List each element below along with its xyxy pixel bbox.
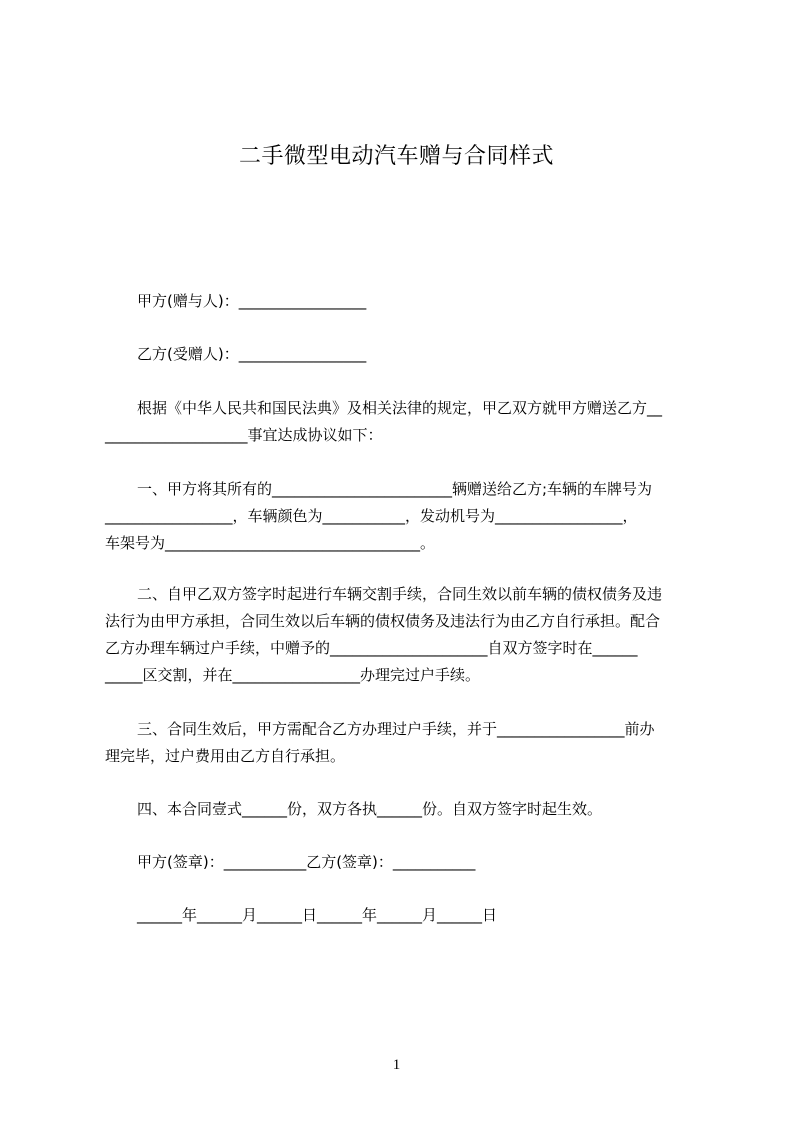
- clause4-line: 四、本合同壹式______份，双方各执______份。自双方签字时起生效。: [137, 800, 603, 818]
- clause1-line-1: 一、甲方将其所有的________________________辆赠送给乙方;车辆的车牌号为: [137, 480, 653, 498]
- clause1-line-2: _________________，车辆颜色为___________，发动机号为_________________，: [105, 507, 638, 525]
- clause2-line-3: 乙方办理车辆过户手续，中赠予的_____________________自双方签字时在______: [105, 639, 638, 657]
- party-b-line: 乙方(受赠人)：_________________: [137, 345, 367, 363]
- clause3-line-1: 三、合同生效后，甲方需配合乙方办理过户手续，并于_________________前办: [137, 720, 655, 738]
- clause1-line-3: 车架号为__________________________________。: [105, 534, 436, 552]
- clause2-line-4: _____区交割，并在_________________办理完过户手续。: [105, 666, 481, 684]
- signature-line: 甲方(签章)：___________乙方(签章)：___________: [137, 853, 476, 871]
- clause2-line-1: 二、自甲乙双方签字时起进行车辆交割手续，合同生效以前车辆的债权债务及违: [137, 585, 663, 603]
- date-line: ______年______月______日______年______月______日: [137, 906, 498, 924]
- page-number: 1: [392, 1057, 401, 1073]
- clause2-line-2: 法行为由甲方承担，合同生效以后车辆的债权债务及违法行为由乙方自行承担。配合: [105, 612, 661, 630]
- clause3-line-2: 理完毕，过户费用由乙方自行承担。: [105, 747, 346, 765]
- document-title: 二手微型电动汽车赠与合同样式: [238, 144, 554, 169]
- party-a-line: 甲方(赠与人)：_________________: [137, 292, 367, 310]
- intro-line-1: 根据《中华人民共和国民法典》及相关法律的规定，甲乙双方就甲方赠送乙方__: [137, 399, 663, 417]
- intro-line-2: ___________________事宜达成协议如下：: [105, 426, 383, 444]
